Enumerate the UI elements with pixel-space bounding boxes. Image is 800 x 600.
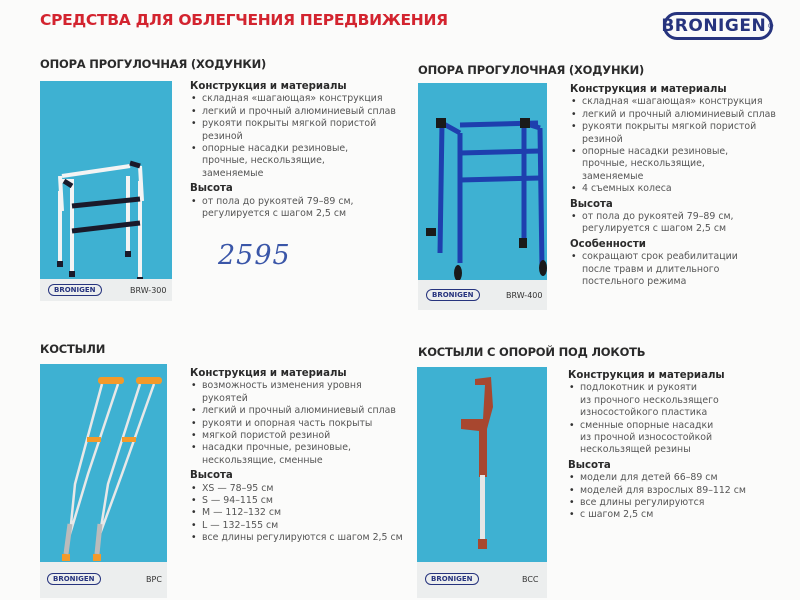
spec-list (190, 368, 403, 545)
spec-bullet-item: • складная «шагающая» конструкция (570, 96, 776, 108)
crutches-icon (40, 364, 167, 562)
spec-bullet-continuation: резиной (202, 130, 243, 142)
spec-bullet-continuation: заменяемые (582, 170, 644, 182)
spec-bullet-continuation: из прочной износостойкой (580, 432, 713, 444)
product-code: BPC (146, 575, 162, 584)
spec-list (568, 370, 746, 522)
brand-mini-logo: BRONIGEN (426, 289, 480, 301)
brand-mini-logo: BRONIGEN (425, 573, 479, 585)
spec-bullet-item: • мягкой пористой резиной (190, 430, 403, 442)
spec-bullet-continuation: нескользящие, сменные (202, 454, 323, 466)
brand-mini-logo: BRONIGEN (48, 284, 102, 296)
spec-block-title: Высота (190, 470, 233, 482)
section-heading-walker-brw300: ОПОРА ПРОГУЛОЧНАЯ (ХОДУНКИ) (40, 57, 267, 71)
spec-bullet-item: • все длины регулируются (568, 497, 746, 509)
spec-bullet-continuation: рукоятей (202, 392, 248, 404)
spec-bullet-item: • сменные опорные насадки (568, 420, 746, 432)
product-code: BRW-400 (506, 291, 543, 300)
spec-block-title: Высота (568, 459, 611, 471)
spec-bullet-continuation: после травм и длительного (582, 263, 720, 275)
spec-bullet-item: • модели для детей 66–89 см (568, 472, 746, 484)
brand-mini-logo: BRONIGEN (47, 573, 101, 585)
spec-bullet-item: • опорные насадки резиновые, (190, 143, 396, 155)
spec-bullet-item: • L — 132–155 см (190, 520, 403, 532)
product-code: BRW-300 (130, 286, 167, 295)
product-caption-strip (40, 279, 172, 301)
spec-bullet-continuation: из прочного нескользящего (580, 394, 719, 406)
product-caption-strip (417, 562, 547, 598)
spec-bullet-item: • легкий и прочный алюминиевый сплав (570, 109, 776, 121)
product-caption-strip (418, 280, 547, 310)
handwritten-price: 2595 (218, 240, 291, 271)
spec-bullet-item: • подлокотник и рукояти (568, 382, 746, 394)
spec-bullet-item: • насадки прочные, резиновые, (190, 442, 403, 454)
spec-bullet-item: • сокращают срок реабилитации (570, 251, 776, 263)
product-photo-walker-brw400 (418, 83, 547, 280)
product-code: BCC (522, 575, 539, 584)
spec-bullet-item: • с шагом 2,5 см (568, 509, 746, 521)
spec-bullet-continuation: износостойкого пластика (580, 407, 708, 419)
spec-bullet-item: • XS — 78–95 см (190, 483, 403, 495)
section-heading-elbow-crutches: КОСТЫЛИ С ОПОРОЙ ПОД ЛОКОТЬ (418, 345, 646, 359)
spec-bullet-continuation: регулируется с шагом 2,5 см (582, 223, 727, 235)
spec-block-title: Конструкция и материалы (568, 370, 725, 381)
spec-bullet-item: • рукояти и опорная часть покрыты (190, 418, 403, 430)
spec-bullet-continuation: прочные, нескользящие, (202, 155, 325, 167)
wheeled-walker-icon (418, 83, 547, 280)
spec-bullet-continuation: прочные, нескользящие, (582, 158, 705, 170)
spec-bullet-item: • складная «шагающая» конструкция (190, 93, 396, 105)
spec-block-title: Конструкция и материалы (570, 84, 727, 95)
elbow-crutch-icon (417, 367, 547, 562)
spec-bullet-item: • от пола до рукоятей 79–89 см, (190, 196, 396, 208)
spec-bullet-item: • опорные насадки резиновые, (570, 146, 776, 158)
walker-icon (40, 81, 172, 279)
spec-bullet-item: • от пола до рукоятей 79–89 см, (570, 211, 776, 223)
spec-bullet-item: • M — 112–132 см (190, 507, 403, 519)
page-title: СРЕДСТВА ДЛЯ ОБЛЕГЧЕНИЯ ПЕРЕДВИЖЕНИЯ (40, 11, 448, 29)
spec-bullet-item: • 4 съемных колеса (570, 183, 776, 195)
spec-bullet-item: • легкий и прочный алюминиевый сплав (190, 106, 396, 118)
spec-bullet-continuation: резиной (582, 133, 623, 145)
spec-bullet-item: • моделей для взрослых 89–112 см (568, 485, 746, 497)
brand-logo-text: BRONIGEN (661, 16, 767, 36)
spec-bullet-continuation: регулируется с шагом 2,5 см (202, 208, 347, 220)
spec-bullet-item: • легкий и прочный алюминиевый сплав (190, 405, 403, 417)
product-photo-elbow-crutch (417, 367, 547, 562)
spec-bullet-continuation: заменяемые (202, 167, 264, 179)
spec-block-title: Высота (190, 183, 233, 195)
spec-bullet-item: • возможность изменения уровня (190, 380, 403, 392)
section-heading-crutches: КОСТЫЛИ (40, 342, 106, 356)
spec-block-title: Высота (570, 198, 613, 210)
spec-bullet-continuation: постельного режима (582, 276, 687, 288)
spec-block-title: Конструкция и материалы (190, 81, 347, 92)
spec-bullet-item: • рукояти покрыты мягкой пористой (570, 121, 776, 133)
section-heading-walker-brw400: ОПОРА ПРОГУЛОЧНАЯ (ХОДУНКИ) (418, 63, 645, 77)
spec-bullet-continuation: нескользящей резины (580, 444, 691, 456)
spec-bullet-item: • все длины регулируются с шагом 2,5 см (190, 532, 403, 544)
spec-list (570, 84, 776, 289)
product-photo-crutches (40, 364, 167, 562)
spec-bullet-item: • S — 94–115 см (190, 495, 403, 507)
spec-block-title: Конструкция и материалы (190, 368, 347, 379)
product-caption-strip (40, 562, 167, 598)
product-photo-walker-brw300 (40, 81, 172, 279)
spec-block-title: Особенности (570, 238, 646, 250)
spec-list (190, 81, 396, 220)
brand-logo: BRONIGEN ® (663, 12, 773, 40)
spec-bullet-item: • рукояти покрыты мягкой пористой (190, 118, 396, 130)
